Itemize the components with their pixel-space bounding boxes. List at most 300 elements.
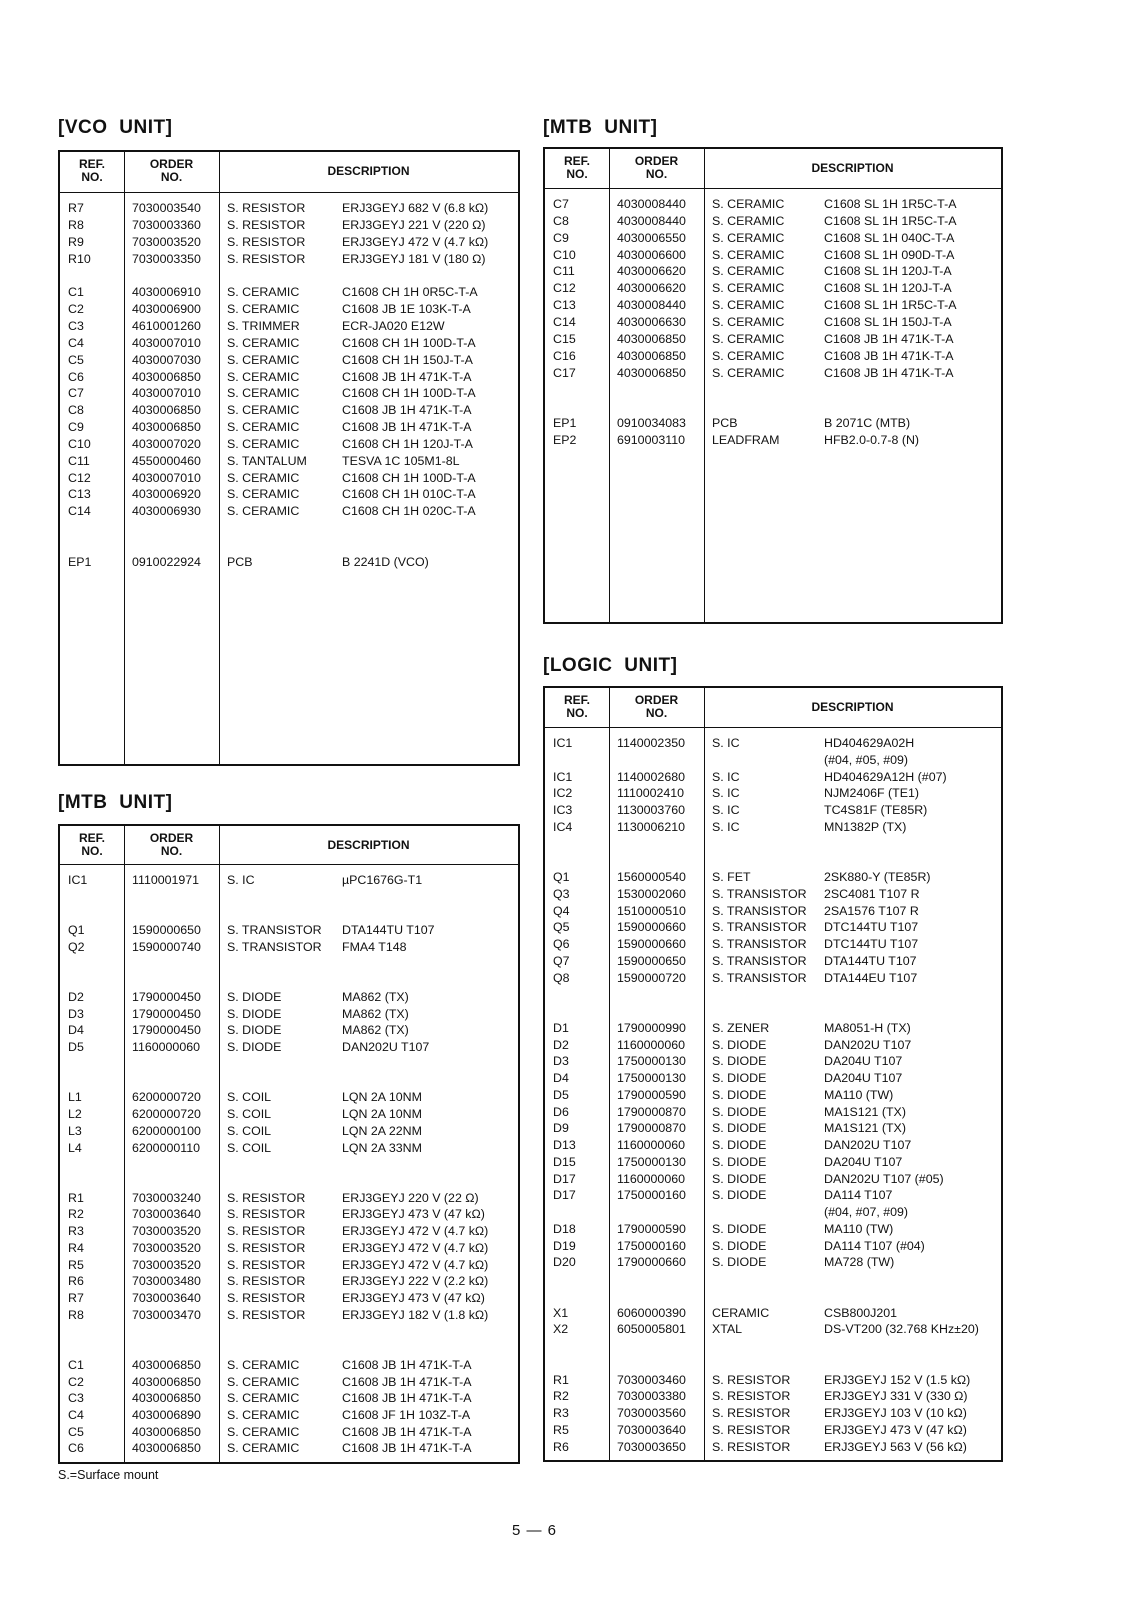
- part-type: S. RESISTOR: [227, 1224, 306, 1239]
- order-no: 4030006850: [132, 1441, 201, 1456]
- order-no: 6050005801: [617, 1322, 686, 1337]
- ref-no: C4: [68, 1408, 84, 1423]
- part-spec: ERJ3GEYJ 563 V (56 kΩ): [824, 1439, 967, 1454]
- table-row: [60, 1223, 518, 1240]
- ref-no: EP2: [553, 432, 577, 447]
- order-no: 4030006850: [132, 1424, 201, 1439]
- table-row: [60, 1290, 518, 1307]
- table-row: [60, 352, 518, 369]
- ref-no: D9: [553, 1121, 569, 1136]
- ref-no: IC1: [68, 873, 88, 887]
- header-ref-line2: NO.: [81, 844, 103, 858]
- table-row: [60, 1022, 518, 1039]
- table-row: [545, 1053, 1001, 1070]
- part-spec: C1608 JB 1H 471K-T-A: [342, 1441, 472, 1456]
- order-no: 7030003520: [132, 1257, 201, 1272]
- ref-no: C16: [553, 348, 576, 363]
- ref-no: C3: [68, 318, 84, 333]
- table-row: [545, 331, 1001, 348]
- order-no: 1140002680: [617, 769, 685, 784]
- ref-no: R9: [68, 234, 84, 249]
- part-spec: HD404629A02H: [824, 736, 915, 750]
- part-type: S. CERAMIC: [712, 348, 785, 363]
- order-no: 4030006850: [132, 420, 201, 435]
- part-spec: B 2071C (MTB): [824, 416, 911, 431]
- order-no: 7030003560: [617, 1406, 686, 1420]
- ref-no: D3: [68, 1006, 84, 1021]
- part-type: S. CERAMIC: [227, 352, 300, 367]
- part-type: S. ZENER: [712, 1020, 770, 1035]
- header-ref-line1: REF.: [78, 157, 105, 171]
- ref-no: Q1: [68, 923, 85, 938]
- table-row: [545, 1204, 1001, 1221]
- table-row: [545, 903, 1001, 920]
- ref-no: C13: [553, 298, 576, 313]
- order-no: 4030006850: [617, 331, 686, 346]
- part-spec: DAN202U T107: [342, 1040, 430, 1055]
- ref-no: D6: [553, 1104, 569, 1119]
- part-type: S. DIODE: [227, 1023, 282, 1038]
- part-spec: DA204U T107: [824, 1071, 903, 1085]
- ref-no: L4: [68, 1140, 82, 1155]
- order-no: 7030003520: [132, 1224, 201, 1239]
- order-no: 7030003650: [617, 1439, 686, 1454]
- table-row: [60, 284, 518, 301]
- part-type: S. RESISTOR: [227, 1257, 306, 1272]
- part-spec: C1608 JB 1H 471K-T-A: [824, 365, 954, 380]
- part-spec: C1608 SL 1H 150J-T-A: [824, 314, 952, 329]
- table-row: [60, 301, 518, 318]
- ref-no: EP1: [68, 554, 92, 569]
- part-type: XTAL: [712, 1322, 743, 1337]
- order-no: 4550000460: [132, 453, 201, 468]
- ref-no: Q2: [68, 939, 85, 954]
- ref-no: X2: [553, 1322, 569, 1337]
- order-no: 6060000390: [617, 1305, 686, 1320]
- order-no: 4030006850: [617, 365, 686, 380]
- order-no: 1590000660: [617, 937, 686, 951]
- part-spec: ERJ3GEYJ 472 V (4.7 kΩ): [342, 1257, 489, 1272]
- table-row: [545, 1388, 1001, 1405]
- part-type: S. RESISTOR: [712, 1389, 791, 1404]
- part-spec: C1608 SL 1H 090D-T-A: [824, 247, 955, 262]
- ref-no: R10: [68, 251, 91, 266]
- order-no: 4030006850: [132, 1357, 201, 1372]
- order-no: 7030003360: [132, 217, 201, 232]
- surface-mount-footnote: S.=Surface mount: [58, 1468, 159, 1482]
- ref-no: D17: [553, 1171, 576, 1186]
- part-type: S. CERAMIC: [712, 298, 785, 313]
- part-type: S. IC: [712, 769, 740, 784]
- part-type: CERAMIC: [712, 1305, 770, 1320]
- part-type: S. TRANSISTOR: [712, 920, 807, 935]
- part-type: S. DIODE: [712, 1255, 767, 1270]
- table-row: [545, 735, 1001, 752]
- order-no: 4030007010: [132, 386, 201, 401]
- table-row: [545, 1120, 1001, 1137]
- part-spec: ERJ3GEYJ 473 V (47 kΩ): [342, 1207, 485, 1222]
- table-row: [60, 872, 518, 889]
- table-row: [60, 1140, 518, 1157]
- ref-no: Q8: [553, 970, 570, 985]
- part-type: S. FET: [712, 870, 751, 884]
- part-type: S. DIODE: [712, 1037, 767, 1052]
- table-row: [545, 919, 1001, 936]
- order-no: 1790000450: [132, 1023, 201, 1038]
- ref-no: C9: [68, 420, 84, 435]
- order-no: 7030003640: [132, 1207, 201, 1222]
- table-row: [60, 453, 518, 470]
- table-row: [545, 247, 1001, 264]
- part-spec: C1608 JB 1H 471K-T-A: [342, 1424, 472, 1439]
- part-spec: C1608 JB 1E 103K-T-A: [342, 302, 471, 317]
- part-spec: C1608 SL 1H 1R5C-T-A: [824, 197, 957, 211]
- part-type: S. IC: [712, 803, 740, 817]
- order-no: 1110002410: [617, 786, 685, 801]
- table-row: [60, 335, 518, 352]
- mtb-unit-left-table: [58, 824, 520, 1464]
- part-spec: ERJ3GEYJ 472 V (4.7 kΩ): [342, 234, 489, 249]
- table-row: [545, 1372, 1001, 1389]
- order-no: 4030007010: [132, 335, 201, 350]
- order-no: 7030003240: [132, 1190, 201, 1205]
- ref-no: C12: [68, 470, 91, 485]
- ref-no: C14: [553, 314, 576, 329]
- table-row: [545, 196, 1001, 213]
- table-row: [545, 230, 1001, 247]
- table-row: [60, 1106, 518, 1123]
- part-spec: TC4S81F (TE85R): [824, 803, 928, 817]
- part-spec: ECR-JA020 E12W: [342, 318, 445, 333]
- ref-no: D2: [68, 990, 84, 1005]
- part-type: S. CERAMIC: [227, 420, 300, 435]
- table-row: [545, 1070, 1001, 1087]
- ref-no: R4: [68, 1240, 84, 1255]
- part-spec: ERJ3GEYJ 473 V (47 kΩ): [824, 1422, 967, 1437]
- order-no: 1140002350: [617, 736, 685, 750]
- ref-no: D20: [553, 1255, 576, 1270]
- ref-no: L3: [68, 1123, 82, 1138]
- part-type: S. RESISTOR: [227, 201, 306, 215]
- header-description: DESCRIPTION: [811, 161, 894, 175]
- order-no: 4030007030: [132, 352, 201, 367]
- table-row: [545, 415, 1001, 432]
- part-type: S. IC: [712, 736, 740, 750]
- table-row: [60, 1390, 518, 1407]
- table-row: [60, 503, 518, 520]
- order-no: 4030006850: [132, 369, 201, 384]
- part-spec: C1608 JB 1H 471K-T-A: [824, 348, 954, 363]
- order-no: 1160000060: [617, 1138, 685, 1152]
- part-type: S. TRANSISTOR: [227, 939, 322, 954]
- part-spec: DTA144EU T107: [824, 970, 918, 985]
- part-type: S. CERAMIC: [712, 365, 785, 380]
- ref-no: D3: [553, 1054, 569, 1069]
- header-order-line1: ORDER: [149, 831, 194, 845]
- order-no: 4030007010: [132, 470, 201, 485]
- ref-no: R3: [553, 1406, 569, 1420]
- part-type: S. CERAMIC: [227, 1391, 300, 1406]
- part-type: S. RESISTOR: [227, 1274, 306, 1289]
- part-type: S. RESISTOR: [227, 1207, 306, 1222]
- ref-no: IC1: [553, 736, 573, 750]
- table-row: [60, 1307, 518, 1324]
- part-type: S. DIODE: [712, 1154, 767, 1169]
- part-type: S. TRANSISTOR: [712, 937, 807, 951]
- ref-no: D18: [553, 1221, 576, 1236]
- order-no: 4030006550: [617, 230, 686, 245]
- table-row: [60, 1190, 518, 1207]
- ref-no: R8: [68, 1307, 84, 1322]
- ref-no: C8: [68, 403, 84, 418]
- ref-no: C2: [68, 302, 84, 317]
- part-type: S. CERAMIC: [227, 470, 300, 485]
- part-spec: CSB800J201: [824, 1305, 898, 1320]
- ref-no: C14: [68, 504, 91, 519]
- part-spec: C1608 JB 1H 471K-T-A: [342, 403, 472, 418]
- part-type: S. TANTALUM: [227, 453, 307, 468]
- header-order-line2: NO.: [160, 844, 183, 858]
- part-spec: 2SK880-Y (TE85R): [824, 870, 931, 884]
- header-order-line1: ORDER: [634, 154, 679, 168]
- table-row: [60, 234, 518, 251]
- order-no: 4030006630: [617, 314, 686, 329]
- ref-no: D1: [553, 1020, 569, 1035]
- table-row: [60, 402, 518, 419]
- part-type: S. TRANSISTOR: [712, 953, 807, 968]
- ref-no: Q7: [553, 953, 570, 968]
- part-type: PCB: [712, 416, 738, 431]
- order-no: 1790000990: [617, 1020, 686, 1035]
- part-type: S. COIL: [227, 1107, 272, 1122]
- part-spec: ERJ3GEYJ 221 V (220 Ω): [342, 217, 486, 232]
- part-spec: DTC144TU T107: [824, 937, 919, 951]
- part-type: S. DIODE: [227, 1006, 282, 1021]
- ref-no: IC4: [553, 819, 573, 834]
- table-row: [545, 869, 1001, 886]
- part-type: S. CERAMIC: [227, 1408, 300, 1423]
- order-no: 4030006620: [617, 281, 686, 296]
- part-type: S. DIODE: [712, 1188, 767, 1203]
- order-no: 6200000720: [132, 1090, 201, 1105]
- ref-no: D4: [553, 1071, 569, 1085]
- mtb-unit-left-title: [MTB UNIT]: [58, 792, 173, 813]
- part-spec: B 2241D (VCO): [342, 554, 429, 569]
- part-type: S. CERAMIC: [712, 314, 785, 329]
- table-row: [545, 1221, 1001, 1238]
- part-spec: DA114 T107 (#04): [824, 1238, 925, 1253]
- order-no: 4030008440: [617, 298, 686, 313]
- ref-no: C10: [68, 436, 91, 451]
- page-number: 5 — 6: [512, 1522, 558, 1539]
- ref-no: D5: [68, 1040, 84, 1055]
- part-type: S. CERAMIC: [712, 197, 785, 211]
- part-type: S. TRANSISTOR: [712, 903, 807, 918]
- order-no: 7030003640: [132, 1291, 201, 1305]
- table-row: [60, 1374, 518, 1391]
- ref-no: R3: [68, 1224, 84, 1239]
- table-row: [545, 886, 1001, 903]
- table-row: [60, 385, 518, 402]
- order-no: 6200000100: [132, 1123, 201, 1138]
- table-row: [60, 1357, 518, 1374]
- ref-no: R7: [68, 201, 84, 215]
- table-row: [60, 419, 518, 436]
- part-spec: C1608 JB 1H 471K-T-A: [342, 1391, 472, 1406]
- part-type: LEADFRAM: [712, 432, 780, 447]
- table-row: [545, 1037, 1001, 1054]
- part-type: S. CERAMIC: [227, 487, 300, 502]
- order-no: 0910034083: [617, 416, 686, 431]
- part-type: S. DIODE: [712, 1238, 767, 1253]
- part-spec: MA8051-H (TX): [824, 1020, 911, 1035]
- table-row: [545, 1020, 1001, 1037]
- part-type: S. CERAMIC: [227, 1424, 300, 1439]
- table-row: [545, 953, 1001, 970]
- part-spec: C1608 JB 1H 471K-T-A: [342, 1357, 472, 1372]
- part-spec: C1608 CH 1H 100D-T-A: [342, 386, 476, 401]
- part-type: S. COIL: [227, 1140, 272, 1155]
- vco-unit-table: [58, 150, 520, 766]
- part-spec: MA1S121 (TX): [824, 1104, 906, 1119]
- part-spec: C1608 CH 1H 010C-T-A: [342, 487, 476, 502]
- order-no: 1790000660: [617, 1255, 686, 1270]
- order-no: 1750000130: [617, 1071, 686, 1085]
- ref-no: X1: [553, 1305, 569, 1320]
- ref-no: R1: [553, 1372, 569, 1387]
- part-spec: MA110 (TW): [824, 1087, 894, 1102]
- table-row: [60, 251, 518, 268]
- part-spec: LQN 2A 22NM: [342, 1123, 422, 1138]
- part-type: S. DIODE: [227, 1040, 282, 1055]
- part-spec: C1608 JB 1H 471K-T-A: [824, 331, 954, 346]
- ref-no: C7: [553, 197, 569, 211]
- logic-unit-table: [543, 686, 1003, 1462]
- part-spec: C1608 JB 1H 471K-T-A: [342, 1374, 472, 1389]
- part-type: S. CERAMIC: [227, 335, 300, 350]
- part-spec: C1608 SL 1H 1R5C-T-A: [824, 213, 957, 228]
- part-spec: LQN 2A 33NM: [342, 1140, 422, 1155]
- table-row: [60, 486, 518, 503]
- ref-no: EP1: [553, 416, 577, 431]
- ref-no: C11: [553, 264, 575, 279]
- part-spec: ERJ3GEYJ 181 V (180 Ω): [342, 251, 486, 266]
- order-no: 1590000660: [617, 920, 686, 935]
- part-spec: ERJ3GEYJ 472 V (4.7 kΩ): [342, 1224, 489, 1239]
- ref-no: IC3: [553, 803, 573, 817]
- header-ref-line2: NO.: [81, 170, 103, 184]
- order-no: 1790000870: [617, 1121, 686, 1136]
- header-description: DESCRIPTION: [327, 164, 410, 178]
- table-row: [545, 213, 1001, 230]
- table-row: [60, 1407, 518, 1424]
- part-type: S. DIODE: [712, 1171, 767, 1186]
- part-spec: (#04, #05, #09): [824, 752, 909, 767]
- ref-no: D15: [553, 1154, 576, 1169]
- part-spec: HD404629A12H (#07): [824, 769, 947, 784]
- ref-no: R1: [68, 1190, 84, 1205]
- header-description: DESCRIPTION: [327, 838, 410, 852]
- part-spec: ERJ3GEYJ 222 V (2.2 kΩ): [342, 1274, 489, 1289]
- order-no: 1160000060: [132, 1040, 200, 1055]
- part-type: S. RESISTOR: [712, 1406, 791, 1420]
- order-no: 4030006850: [617, 348, 686, 363]
- ref-no: D19: [553, 1238, 576, 1253]
- part-spec: NJM2406F (TE1): [824, 786, 920, 801]
- ref-no: C9: [553, 230, 569, 245]
- table-row: [545, 785, 1001, 802]
- table-row: [60, 1273, 518, 1290]
- table-row: [545, 1305, 1001, 1322]
- part-spec: MA862 (TX): [342, 1006, 409, 1021]
- part-spec: TESVA 1C 105M1-8L: [342, 453, 460, 468]
- order-no: 4030006850: [132, 1374, 201, 1389]
- part-spec: DA204U T107: [824, 1154, 903, 1169]
- table-row: [545, 365, 1001, 382]
- part-spec: DS-VT200 (32.768 KHz±20): [824, 1322, 979, 1337]
- part-spec: MA728 (TW): [824, 1255, 895, 1270]
- part-spec: HFB2.0-0.7-8 (N): [824, 432, 920, 447]
- ref-no: R8: [68, 217, 84, 232]
- order-no: 1790000450: [132, 1006, 201, 1021]
- ref-no: R2: [553, 1389, 569, 1404]
- part-spec: C1608 SL 1H 040C-T-A: [824, 230, 955, 245]
- part-spec: DAN202U T107: [824, 1037, 912, 1052]
- table-row: [60, 989, 518, 1006]
- part-spec: MA862 (TX): [342, 990, 409, 1005]
- table-row: [60, 318, 518, 335]
- part-spec: C1608 CH 1H 150J-T-A: [342, 352, 473, 367]
- table-row: [60, 922, 518, 939]
- part-type: S. IC: [712, 786, 740, 801]
- header-description: DESCRIPTION: [811, 700, 894, 714]
- part-type: S. CERAMIC: [227, 302, 300, 317]
- order-no: 4030006600: [617, 247, 686, 262]
- part-type: S. TRANSISTOR: [712, 970, 807, 985]
- ref-no: C15: [553, 331, 576, 346]
- ref-no: C6: [68, 369, 84, 384]
- ref-no: R5: [68, 1257, 84, 1272]
- table-row: [545, 263, 1001, 280]
- ref-no: C6: [68, 1441, 84, 1456]
- table-row: [545, 769, 1001, 786]
- part-type: S. COIL: [227, 1090, 272, 1105]
- part-type: S. CERAMIC: [712, 264, 785, 279]
- part-type: S. TRANSISTOR: [227, 923, 322, 938]
- order-no: 7030003540: [132, 201, 201, 215]
- part-spec: ERJ3GEYJ 331 V (330 Ω): [824, 1389, 968, 1404]
- header-order-line2: NO.: [645, 706, 668, 720]
- part-type: S. CERAMIC: [227, 386, 300, 401]
- ref-no: C11: [68, 453, 90, 468]
- part-spec: ERJ3GEYJ 152 V (1.5 kΩ): [824, 1372, 971, 1387]
- ref-no: C2: [68, 1374, 84, 1389]
- order-no: 4030006850: [132, 403, 201, 418]
- part-type: S. CERAMIC: [712, 230, 785, 245]
- table-row: [545, 752, 1001, 769]
- part-type: S. CERAMIC: [227, 285, 300, 300]
- logic-unit-title: [LOGIC UNIT]: [543, 655, 678, 676]
- part-spec: ERJ3GEYJ 473 V (47 kΩ): [342, 1291, 485, 1305]
- order-no: 1750000130: [617, 1154, 686, 1169]
- order-no: 4030006930: [132, 504, 201, 519]
- order-no: 6200000720: [132, 1107, 201, 1122]
- ref-no: D4: [68, 1023, 84, 1038]
- table-header: [60, 152, 518, 193]
- part-type: S. CERAMIC: [227, 369, 300, 384]
- order-no: 4030006900: [132, 302, 201, 317]
- table-row: [545, 802, 1001, 819]
